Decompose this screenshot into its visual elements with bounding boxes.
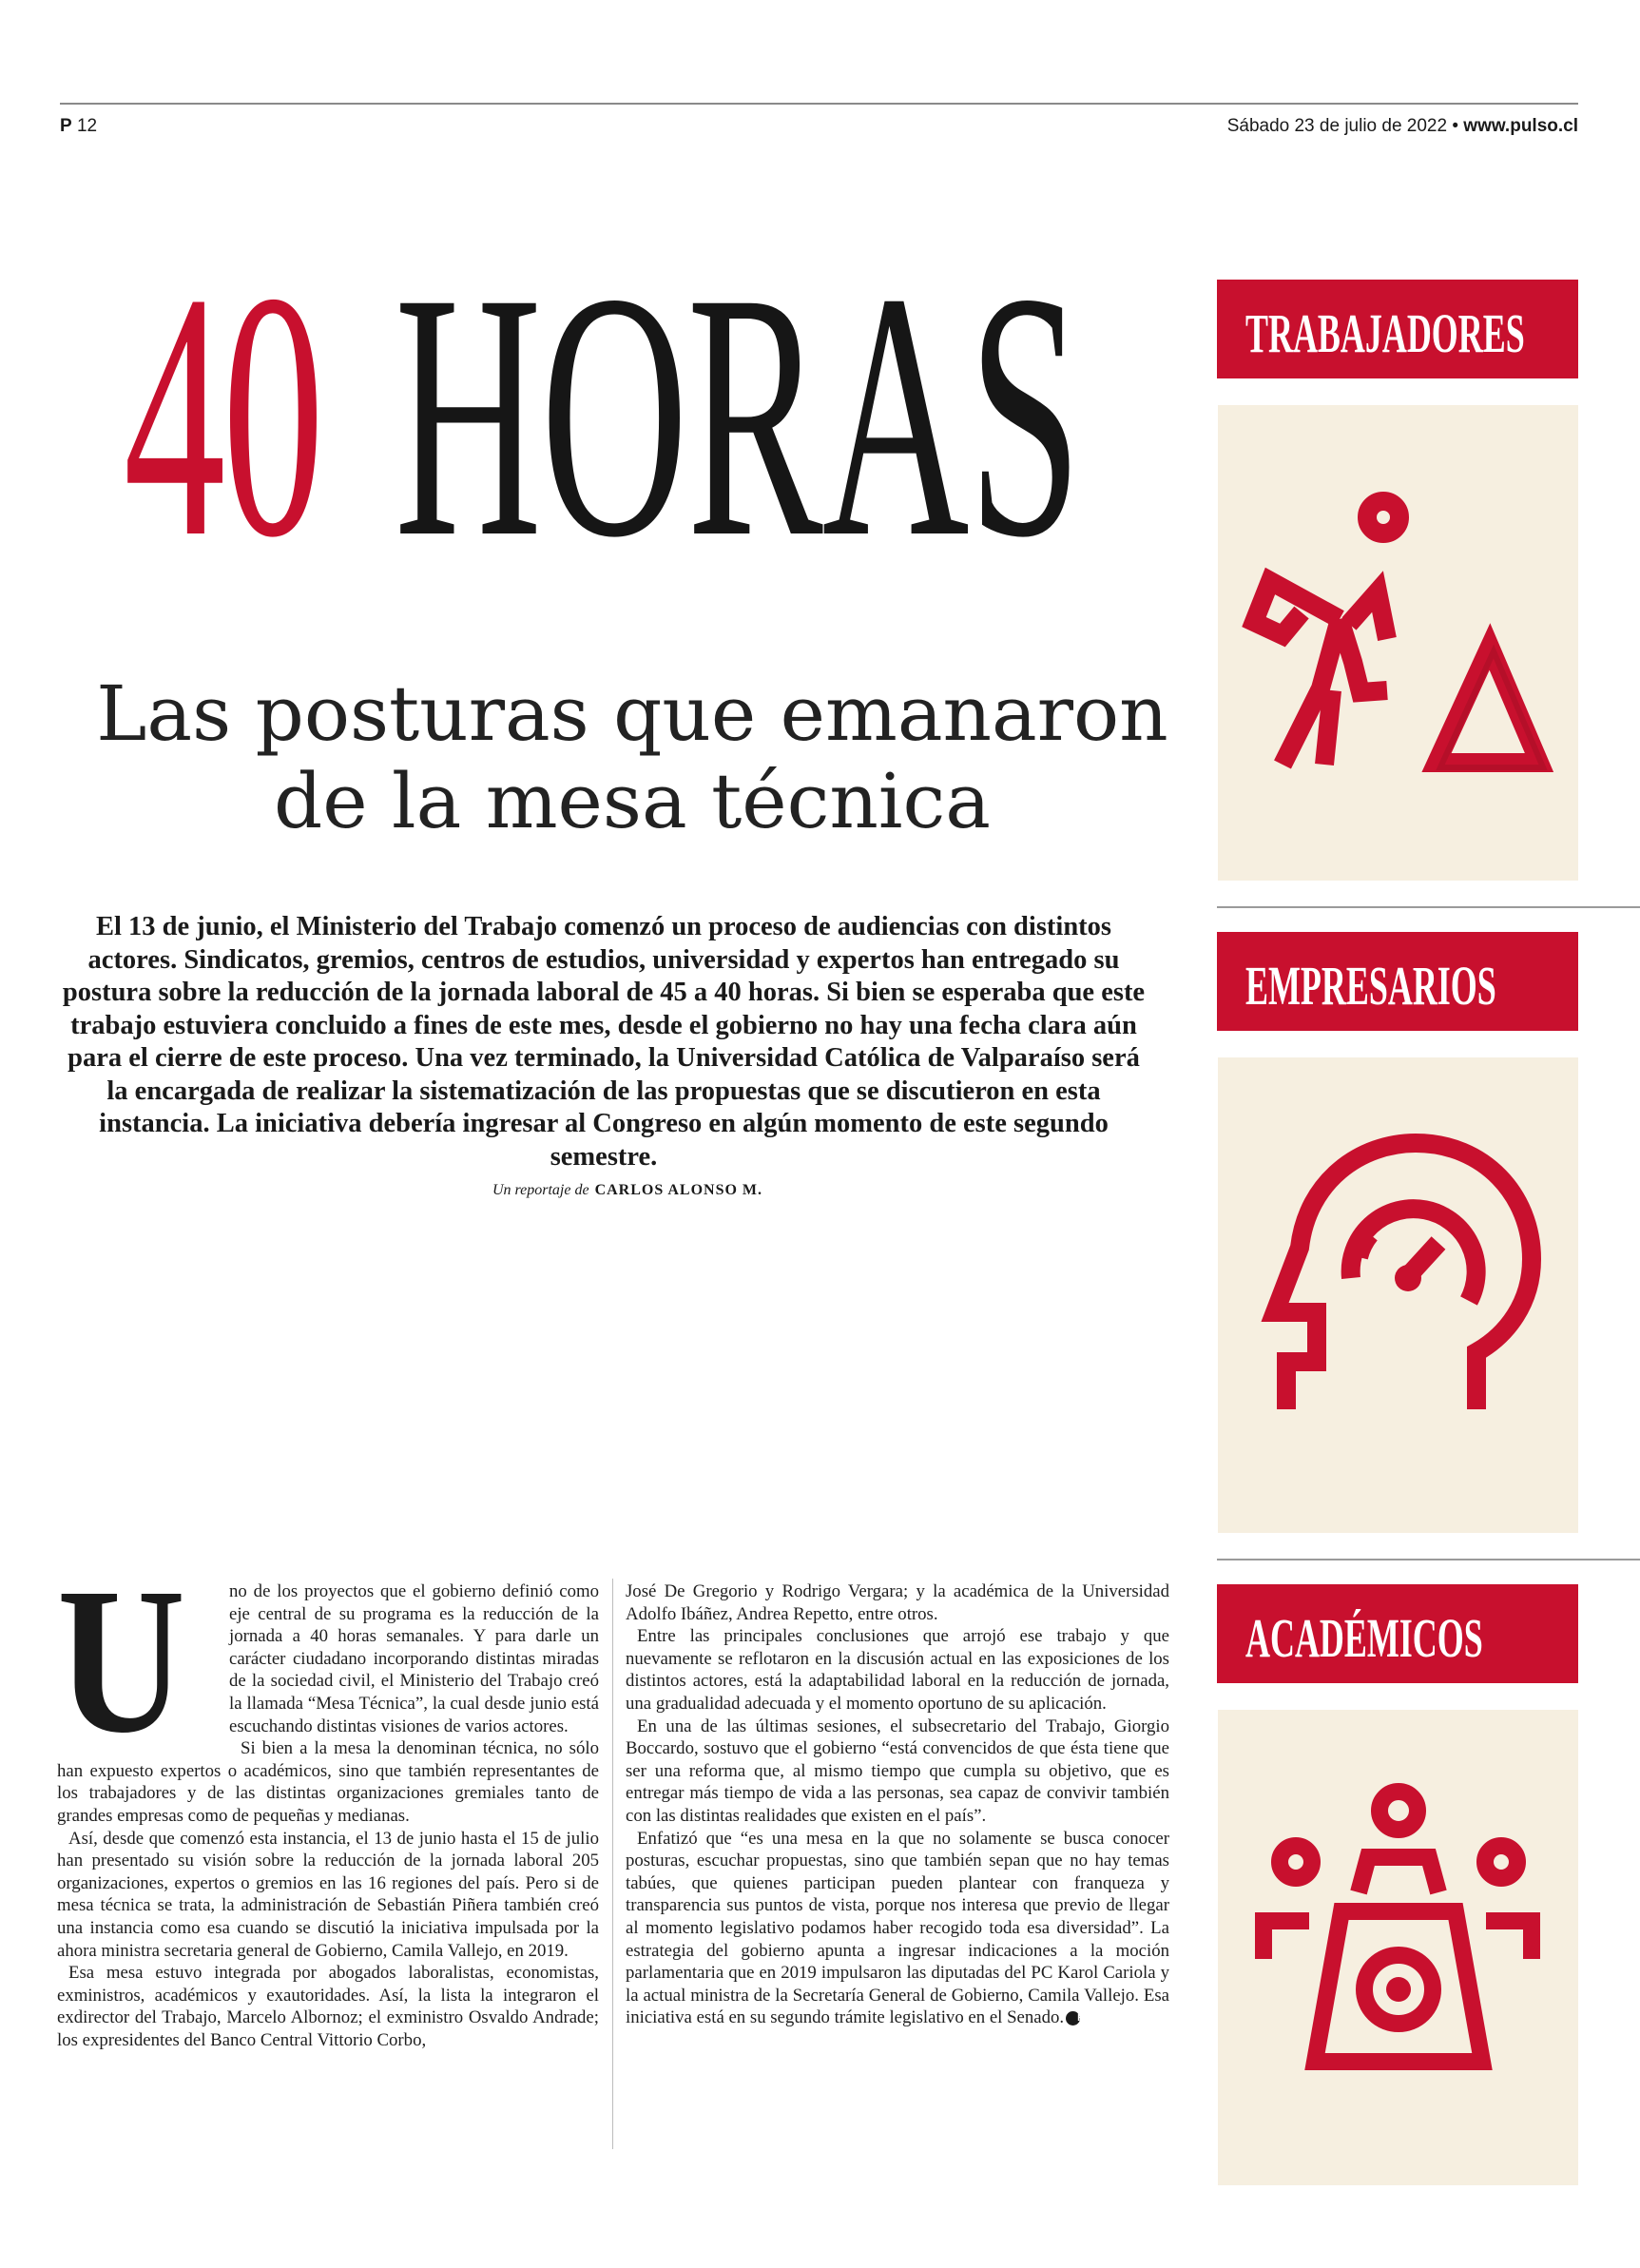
headline-word: HORAS xyxy=(395,221,1081,611)
group-panel xyxy=(1218,1710,1578,2185)
column-divider xyxy=(612,1579,613,2149)
tag-label: TRABAJADORES xyxy=(1245,302,1525,364)
top-rule xyxy=(60,103,1578,105)
lead-paragraph: El 13 de junio, el Ministerio del Trabajo comenzó un proceso de audiencias con distintos actores. Sindicatos, gremios, centros de estudios, universidad y expertos han entregado su postura sobre la reducción de la jornada laboral de 45 a 40 horas. Si bien se esperaba que este trabajo estuviera concluido a fines de este mes, desde el gobierno no hay una fecha clara aún para el cierre de este proceso. Una vez terminado, la Universidad Católica de Valparaíso será la encargada de realizar la sistematización de las propuestas que se discutieron en esta instancia. La iniciativa debería ingresar al Congreso en algún momento de este segundo semestre. xyxy=(62,912,1146,1172)
subtitle-line-1: Las posturas que emanaron xyxy=(96,669,1168,758)
article-paragraph: no de los proyectos que el gobierno definió como eje central de su programa es la reducción de la jornada a 40 horas semanales. Y para darle un carácter ciudadano incorporando distintas miradas de la sociedad civil, el Ministerio del Trabajo creó la llamada “Mesa Técnica”, la cual desde junio está escuchando distintas visiones de varios actores. xyxy=(229,1581,599,1736)
tag-label: EMPRESARIOS xyxy=(1245,955,1496,1017)
sidebar-rule xyxy=(1217,1559,1640,1560)
tag-academicos xyxy=(1217,1584,1578,1683)
worker-panel xyxy=(1218,405,1578,881)
page-number xyxy=(60,116,97,137)
article-column-1 xyxy=(57,1544,599,2051)
byline xyxy=(390,1182,865,1199)
article-paragraph: José De Gregorio y Rodrigo Vergara; y la académica de la Universidad Adolfo Ibáñez, Andrea Repetto, entre otros. xyxy=(626,1581,1169,1624)
head-gauge-icon xyxy=(1218,1057,1578,1533)
article-paragraph xyxy=(626,1828,1169,2029)
article-paragraph: Así, desde que comenzó esta instancia, el 13 de junio hasta el 15 de julio han presentado su visión sobre la reducción de la jornada laboral 205 organizaciones, expertos o gremios en las 16 regiones del país. Pero si de mesa técnica se trata, la administración de Sebastián Piñera también creó una instancia como esa cuando se discutió la iniciativa impulsada por la ahora ministra secretaria general de Gobierno, Camila Vallejo, en 2019. xyxy=(57,1828,599,1961)
date: Sábado 23 de julio de 2022 • xyxy=(1226,116,1459,136)
article-paragraph: En una de las últimas sesiones, el subsecretario del Trabajo, Giorgio Boccardo, sostuvo que el gobierno “está convencidos de que ésta tiene que ser una reforma que, al mismo tiempo que cumpla su objetivo, que es entregar más tiempo de vida a las personas, sea capaz de convivir también con las distintas realidades que existen en el país”. xyxy=(626,1716,1169,1826)
subtitle xyxy=(38,670,1226,845)
head-panel xyxy=(1218,1057,1578,1533)
worker-icon xyxy=(1218,405,1578,881)
tag-label: ACADÉMICOS xyxy=(1245,1607,1483,1669)
tag-empresarios xyxy=(1217,932,1578,1031)
dateline xyxy=(1227,116,1578,137)
sidebar-rule xyxy=(1217,906,1640,908)
drop-cap: U xyxy=(57,1544,186,1776)
end-mark-icon: P xyxy=(1066,2011,1080,2026)
subtitle-line-2: de la mesa técnica xyxy=(274,757,991,845)
page-number-value: 12 xyxy=(76,116,98,136)
group-icon xyxy=(1218,1710,1578,2185)
article-paragraph: Entre las principales conclusiones que arrojó ese trabajo y que nuevamente se reflotaron en la discusión actual en las exposiciones de los distintos actores, está la adaptabilidad laboral en la reducción de jornada, una gradualidad adecuada y el momento oportuno de su aplicación. xyxy=(626,1626,1169,1714)
byline-author: CARLOS ALONSO M. xyxy=(594,1182,763,1198)
website-link[interactable]: www.pulso.cl xyxy=(1463,116,1578,136)
article-column-2 xyxy=(626,1580,1169,2029)
article-paragraph: Si bien a la mesa la denominan técnica, no sólo han expuesto expertos o académicos, sino que también representantes de los trabajadores y de las distintas organizaciones gremiales tanto de grandes empresas como de pequeñas y medianas. xyxy=(57,1738,599,1826)
headline-number: 40 xyxy=(124,221,321,611)
article-paragraph: Esa mesa estuvo integrada por abogados laboralistas, economistas, exministros, académicos y exautoridades. Así, la lista la integraron el exdirector del Trabajo, Marcelo Albornoz; el exministro Osvaldo Andrade; los expresidentes del Banco Central Vittorio Corbo, xyxy=(57,1963,599,2050)
page-prefix: P xyxy=(60,116,72,136)
tag-trabajadores xyxy=(1217,280,1578,378)
article-paragraph-text: Enfatizó que “es una mesa en la que no solamente se busca conocer posturas, escuchar propuestas, sino que también sepan que no hay temas tabúes, que quienes participan pueden plantear con franqueza y transparencia sus puntos de vista, porque nos interesa que previo de llegar al momento legislativo podamos haber recogido toda esa diversidad”. La estrategia del gobierno apunta a ingresar indicaciones a la moción parlamentaria que en 2019 impulsaron las diputadas del PC Karol Cariola y la actual ministra de la Secretaría General de Gobierno, Camila Vallejo. Esa iniciativa está en su segundo trámite legislativo en el Senado. xyxy=(626,1828,1169,2028)
byline-intro: Un reportaje de xyxy=(492,1182,589,1198)
